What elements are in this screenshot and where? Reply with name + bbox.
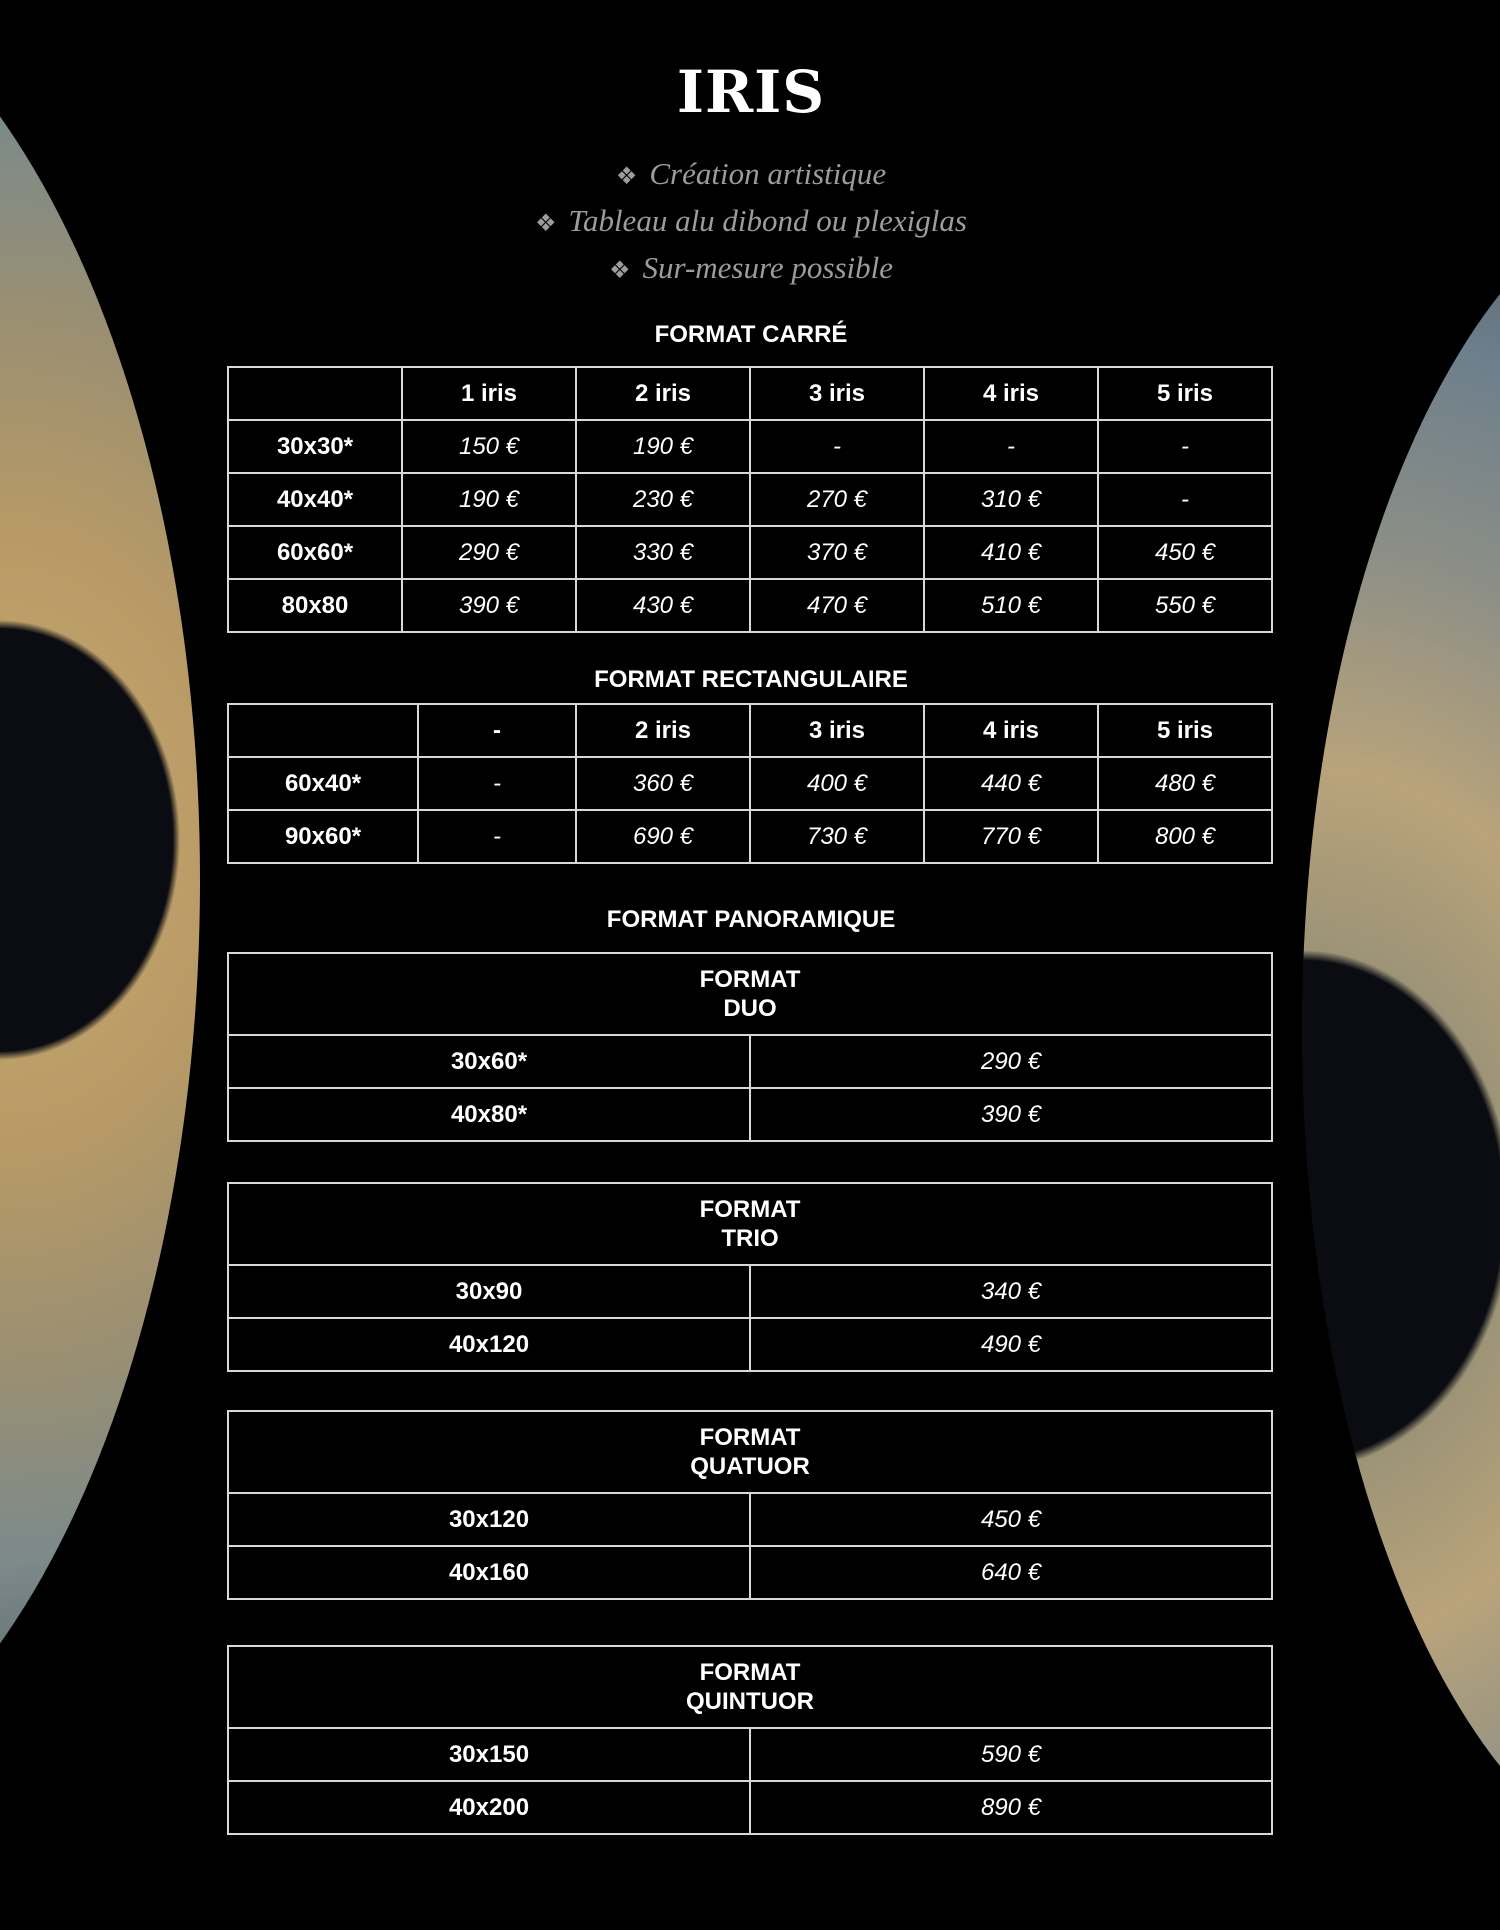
price-cell: 480 €: [1098, 757, 1272, 810]
price-cell: 270 €: [750, 473, 924, 526]
price-cell: 730 €: [750, 810, 924, 863]
price-cell: 360 €: [576, 757, 750, 810]
table-row: [228, 1265, 1272, 1318]
price-cell: 770 €: [924, 810, 1098, 863]
size-cell: 40x200: [228, 1781, 750, 1834]
group-header: FORMAT QUINTUOR: [228, 1646, 1272, 1728]
price-cell: -: [924, 420, 1098, 473]
table-header-cell: -: [418, 704, 576, 757]
table-header-cell: 2 iris: [576, 367, 750, 420]
price-cell: 550 €: [1098, 579, 1272, 632]
price-cell: 390 €: [402, 579, 576, 632]
price-cell: 440 €: [924, 757, 1098, 810]
price-cell: 510 €: [924, 579, 1098, 632]
table-row: [228, 1318, 1272, 1371]
table-header-row: [228, 367, 1272, 420]
price-cell: 890 €: [750, 1781, 1272, 1834]
price-cell: 430 €: [576, 579, 750, 632]
size-cell: 90x60*: [228, 810, 418, 863]
price-cell: 230 €: [576, 473, 750, 526]
table-row: [228, 473, 1272, 526]
group-header: FORMAT TRIO: [228, 1183, 1272, 1265]
size-cell: 40x160: [228, 1546, 750, 1599]
size-cell: 30x120: [228, 1493, 750, 1546]
table-format-duo: [227, 952, 1273, 1142]
table-header-cell: 5 iris: [1098, 704, 1272, 757]
price-cell: -: [1098, 473, 1272, 526]
table-header-cell: 3 iris: [750, 704, 924, 757]
price-cell: 400 €: [750, 757, 924, 810]
price-cell: 640 €: [750, 1546, 1272, 1599]
section-title-carre: FORMAT CARRÉ: [654, 321, 848, 348]
price-cell: 370 €: [750, 526, 924, 579]
table-row: [228, 420, 1272, 473]
size-cell: 80x80: [228, 579, 402, 632]
size-cell: 40x80*: [228, 1088, 750, 1141]
price-cell: 190 €: [402, 473, 576, 526]
iris-photo-right: [1302, 170, 1500, 1890]
table-format-rectangulaire: [227, 703, 1273, 864]
price-cell: 470 €: [750, 579, 924, 632]
table-row: [228, 757, 1272, 810]
page-title: IRIS: [676, 58, 826, 126]
table-header-cell: 5 iris: [1098, 367, 1272, 420]
size-cell: 60x60*: [228, 526, 402, 579]
size-cell: 30x150: [228, 1728, 750, 1781]
size-cell: 30x30*: [228, 420, 402, 473]
diamond-bullet-icon: ❖: [608, 258, 631, 284]
diamond-bullet-icon: ❖: [615, 164, 638, 190]
table-header-cell: 3 iris: [750, 367, 924, 420]
price-cell: 490 €: [750, 1318, 1272, 1371]
price-cell: 340 €: [750, 1265, 1272, 1318]
table-row: [228, 1728, 1272, 1781]
feature-item: ❖ Sur-mesure possible: [608, 250, 894, 285]
table-header-cell: 4 iris: [924, 367, 1098, 420]
section-title-rectangulaire: FORMAT RECTANGULAIRE: [594, 666, 908, 693]
table-row: [228, 526, 1272, 579]
price-cell: 290 €: [750, 1035, 1272, 1088]
price-cell: 330 €: [576, 526, 750, 579]
feature-item: ❖ Tableau alu dibond ou plexiglas: [535, 203, 967, 238]
table-row: [228, 579, 1272, 632]
price-cell: -: [418, 757, 576, 810]
price-list-panel: [200, 0, 1302, 1930]
table-row: [228, 1493, 1272, 1546]
table-row: [228, 1546, 1272, 1599]
table-format-quatuor: [227, 1410, 1273, 1600]
table-header-cell: [228, 704, 418, 757]
diamond-bullet-icon: ❖: [535, 211, 557, 237]
iris-photo-left: [0, 0, 200, 1820]
table-format-quintuor: [227, 1645, 1273, 1835]
size-cell: 40x40*: [228, 473, 402, 526]
price-cell: 190 €: [576, 420, 750, 473]
group-header: FORMAT QUATUOR: [228, 1411, 1272, 1493]
price-cell: -: [418, 810, 576, 863]
price-cell: 290 €: [402, 526, 576, 579]
size-cell: 40x120: [228, 1318, 750, 1371]
price-cell: 590 €: [750, 1728, 1272, 1781]
price-cell: 800 €: [1098, 810, 1272, 863]
table-format-carre: [227, 366, 1273, 633]
table-header-cell: [228, 367, 402, 420]
table-row: [228, 1035, 1272, 1088]
table-row: [228, 810, 1272, 863]
size-cell: 60x40*: [228, 757, 418, 810]
price-cell: 310 €: [924, 473, 1098, 526]
size-cell: 30x90: [228, 1265, 750, 1318]
price-cell: 150 €: [402, 420, 576, 473]
section-title-panoramique: FORMAT PANORAMIQUE: [606, 906, 896, 933]
table-row: [228, 1781, 1272, 1834]
price-cell: 390 €: [750, 1088, 1272, 1141]
price-cell: 450 €: [1098, 526, 1272, 579]
price-cell: 410 €: [924, 526, 1098, 579]
table-format-trio: [227, 1182, 1273, 1372]
table-row: [228, 1088, 1272, 1141]
price-cell: 690 €: [576, 810, 750, 863]
size-cell: 30x60*: [228, 1035, 750, 1088]
feature-list: [200, 152, 1302, 293]
table-header-cell: 1 iris: [402, 367, 576, 420]
price-cell: -: [750, 420, 924, 473]
group-header: FORMAT DUO: [228, 953, 1272, 1035]
price-cell: -: [1098, 420, 1272, 473]
table-header-cell: 4 iris: [924, 704, 1098, 757]
table-header-row: [228, 704, 1272, 757]
price-cell: 450 €: [750, 1493, 1272, 1546]
table-header-cell: 2 iris: [576, 704, 750, 757]
feature-item: ❖ Création artistique: [615, 156, 887, 191]
